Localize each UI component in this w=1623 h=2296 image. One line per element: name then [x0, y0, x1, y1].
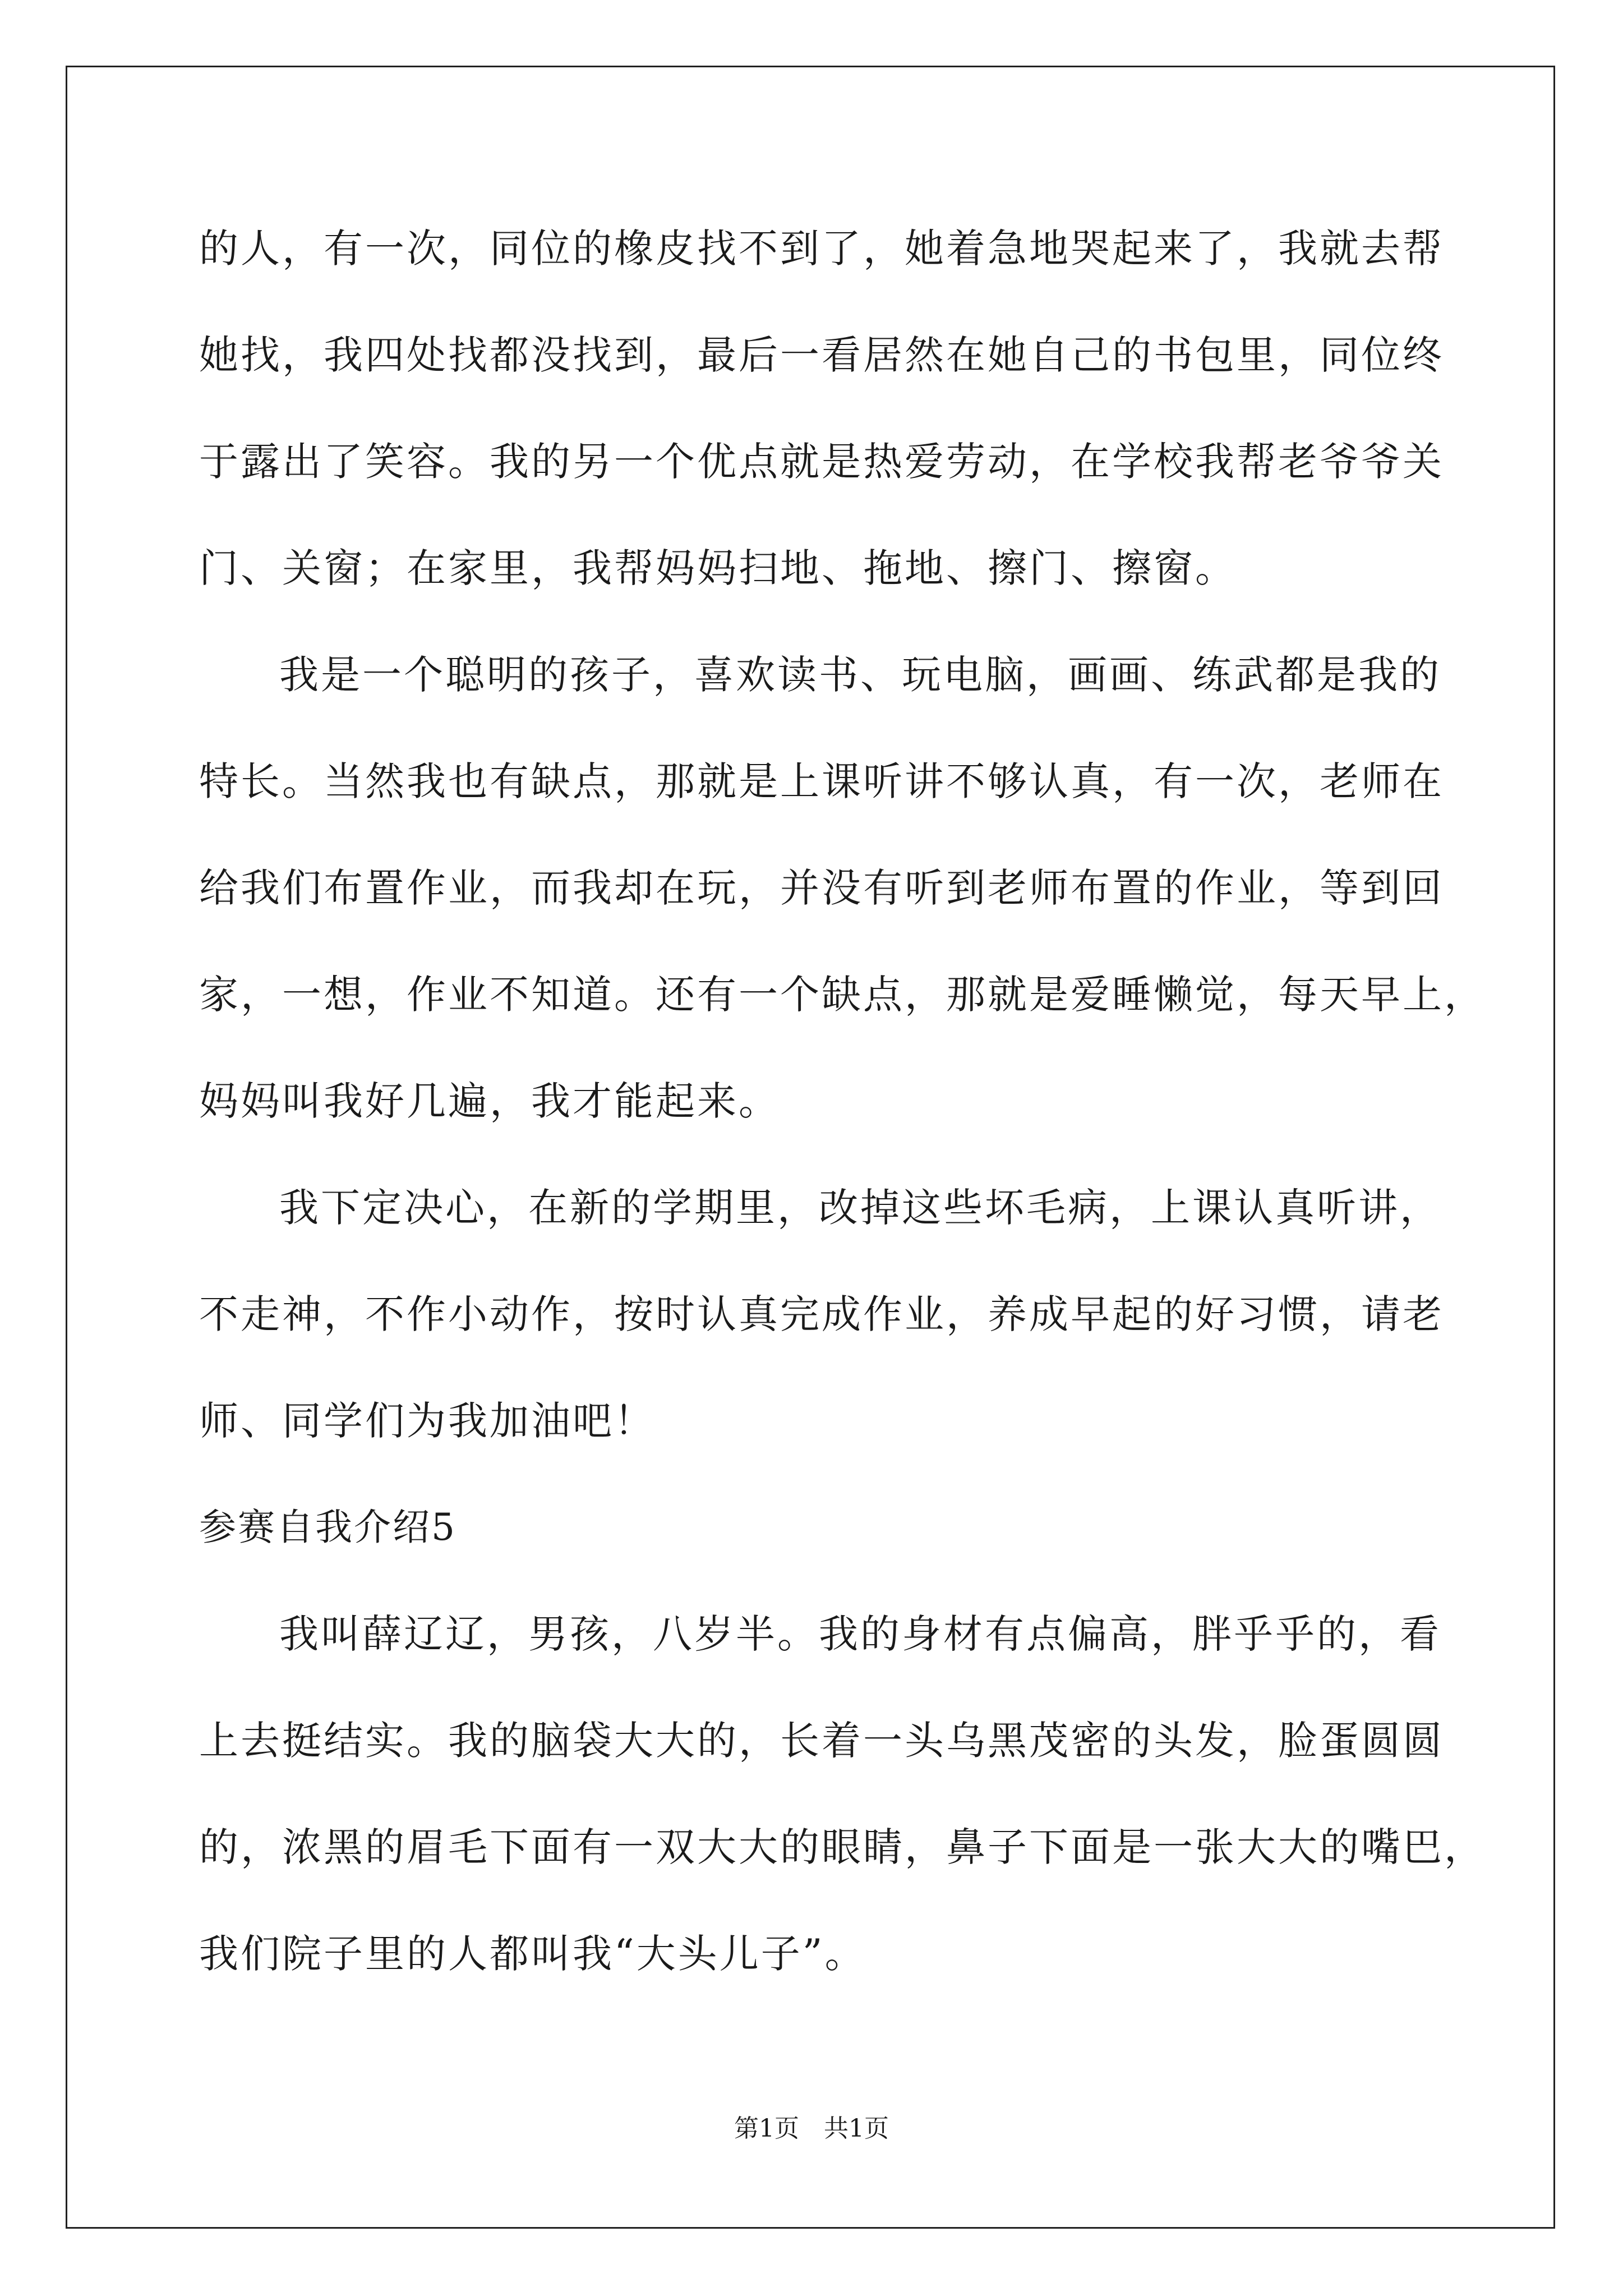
paragraph-line: 给我们布置作业，而我却在玩，并没有听到老师布置的作业，等到回 — [199, 865, 1444, 911]
paragraph-line: 不走神，不作小动作，按时认真完成作业，养成早起的好习惯，请老 — [199, 1291, 1444, 1337]
page-border — [66, 66, 1555, 2229]
paragraph-line: 于露出了笑容。我的另一个优点就是热爱劳动，在学校我帮老爷爷关 — [199, 439, 1444, 485]
paragraph-line: 门、关窗；在家里，我帮妈妈扫地、拖地、擦门、擦窗。 — [199, 545, 1237, 591]
paragraph-line: 妈妈叫我好几遍，我才能起来。 — [199, 1078, 780, 1124]
page-footer: 第1页 共1页 — [734, 2114, 889, 2143]
paragraph-line: 师、同学们为我加油吧！ — [199, 1398, 656, 1444]
paragraph-line: 家，一想，作业不知道。还有一个缺点，那就是爱睡懒觉，每天早上， — [199, 972, 1486, 1018]
paragraph-line: 的，浓黑的眉毛下面有一双大大的眼睛，鼻子下面是一张大大的嘴巴， — [199, 1824, 1486, 1870]
paragraph-line: 上去挺结实。我的脑袋大大的，长着一头乌黑茂密的头发，脸蛋圆圆 — [199, 1718, 1444, 1764]
paragraph-line: 我是一个聪明的孩子，喜欢读书、玩电脑，画画、练武都是我的 — [279, 652, 1441, 698]
paragraph-line: 我下定决心，在新的学期里，改掉这些坏毛病，上课认真听讲， — [279, 1185, 1441, 1231]
paragraph-line: 的人，有一次，同位的橡皮找不到了，她着急地哭起来了，我就去帮 — [199, 226, 1444, 272]
paragraph-line: 特长。当然我也有缺点，那就是上课听讲不够认真，有一次，老师在 — [199, 758, 1444, 804]
paragraph-line: 我叫薛辽辽，男孩，八岁半。我的身材有点偏高，胖乎乎的，看 — [279, 1611, 1441, 1657]
paragraph-line: 她找，我四处找都没找到，最后一看居然在她自己的书包里，同位终 — [199, 332, 1444, 378]
paragraph-line: 我们院子里的人都叫我“大头儿子”。 — [199, 1931, 866, 1977]
section-heading: 参赛自我介绍5 — [199, 1506, 457, 1549]
